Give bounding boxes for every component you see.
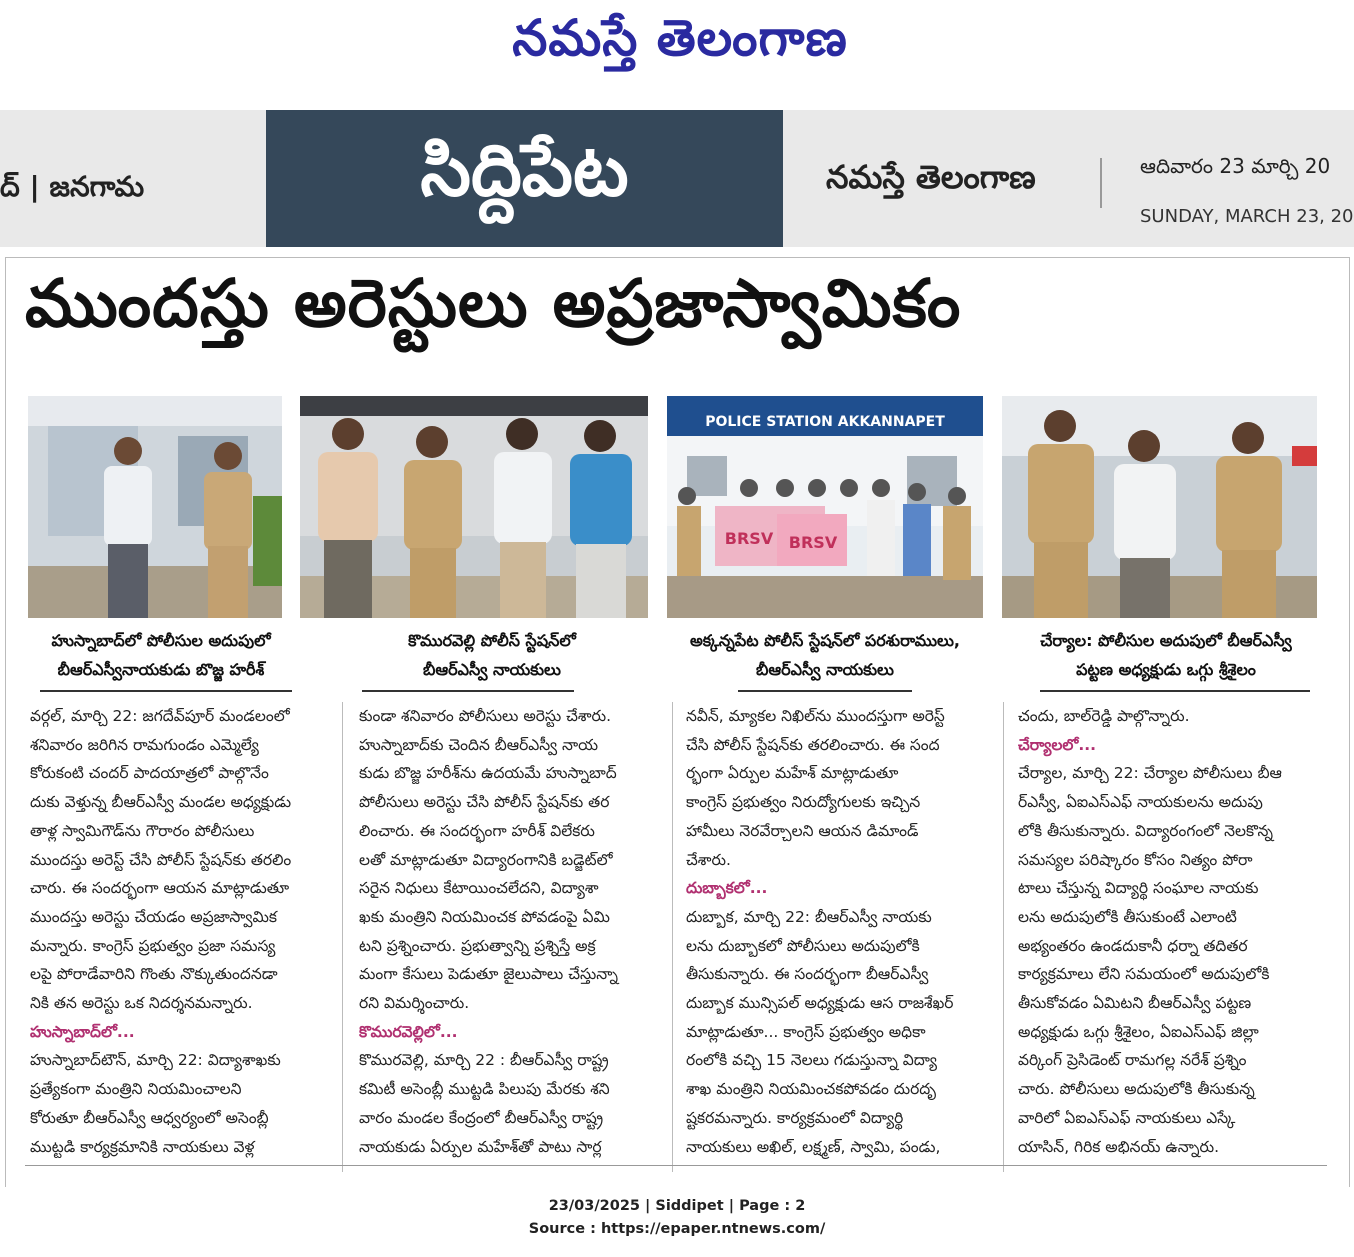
caption-line: పట్టణ అధ్యక్షుడు ఒగ్గు శ్రీశైలం	[1076, 660, 1256, 679]
caption-line: హుస్నాబాద్‌లో పోలీసుల అదుపులో	[51, 631, 271, 650]
body-line: ముట్టడి కార్యక్రమానికి నాయకులు వెళ్ల	[30, 1137, 255, 1156]
caption-rule	[738, 690, 912, 692]
caption-line: అక్కన్నపేట పోలీస్ స్టేషన్‌లో పరశురాములు,	[689, 631, 960, 650]
body-line: హుస్నాబాద్‌కు చెందిన బీఆర్‌ఎస్వీ నాయ	[359, 735, 599, 754]
newspaper-logo: నమస్తే తెలంగాణ	[512, 8, 848, 67]
article-column-3	[686, 702, 990, 1161]
body-line: మాట్లాడుతూ... కాంగ్రెస్ ప్రభుత్వం అధికా	[686, 1022, 926, 1041]
caption-line: చేర్యాల: పోలీసుల అదుపులో బీఆర్‌ఎస్వీ	[1040, 631, 1292, 650]
body-line: హుస్నాబాద్‌టౌన్, మార్చి 22: విద్యాశాఖకు	[30, 1051, 281, 1070]
body-line: ముందస్తు అరెస్టు చేయడం అప్రజాస్వామిక	[30, 907, 277, 926]
body-line: యాసిన్, గిరిక అభినయ్ ఉన్నారు.	[1018, 1137, 1220, 1156]
body-line: చారు. పోలీసులు అదుపులోకి తీసుకున్న	[1018, 1080, 1255, 1099]
body-line: ముందస్తు అరెస్ట్ చేసి పోలీస్ స్టేషన్‌కు తరలిం	[30, 850, 292, 869]
body-line: దుబ్బాక మున్సిపల్ అధ్యక్షుడు ఆస రాజశేఖర్	[686, 994, 954, 1013]
body-line: కొమురవెల్లి, మార్చి 22 : బీఆర్‌ఎస్వీ రాష్ట్ర	[359, 1051, 609, 1070]
headline: ముందస్తు అరెస్టులు అప్రజాస్వామికం	[25, 265, 962, 342]
section-title: సిద్దిపేట	[420, 128, 629, 212]
date-telugu: ఆదివారం 23 మార్చి 20	[1140, 154, 1331, 178]
body-line: కుండా శనివారం పోలీసులు అరెస్టు చేశారు.	[359, 707, 612, 725]
news-photo-1	[28, 396, 282, 618]
caption-line: కొమురవెల్లి పోలీస్ స్టేషన్‌లో	[408, 631, 576, 650]
photo-caption-2	[352, 626, 632, 684]
body-line: లను అదుపులోకి తీసుకుంటే ఎలాంటి	[1018, 907, 1237, 926]
body-line: వారిలో ఏఐఎస్‌ఎఫ్ నాయకులు ఎస్కే	[1018, 1108, 1236, 1127]
article-column-1	[30, 702, 330, 1161]
body-line: ర్‌ఎస్వీ, ఏఐఎస్‌ఎఫ్ నాయకులను అదుపు	[1018, 793, 1263, 812]
body-line: నవీన్, మ్యాకల నిఖిల్‌ను ముందస్తుగా అరెస్ట్	[686, 707, 945, 725]
subheading: హుస్నాబాద్‌లో...	[30, 1022, 135, 1041]
photo-caption-1	[28, 626, 294, 684]
news-photo-3	[667, 396, 983, 618]
body-line: మన్నారు. కాంగ్రెస్ ప్రభుత్వం ప్రజా సమస్య	[30, 936, 276, 955]
body-line: లోకి తీసుకున్నారు. విద్యారంగంలో నెలకొన్న	[1018, 821, 1274, 840]
body-line: వర్గల్, మార్చి 22: జగదేవ్‌పూర్ మండలంలో	[30, 707, 290, 725]
caption-rule	[362, 690, 574, 692]
subheading: కొమురవెల్లిలో...	[359, 1022, 458, 1041]
photo-3-banner-1: BRSV	[724, 529, 774, 548]
photo-caption-4	[1008, 626, 1324, 684]
body-line: కోరుకంటి చందర్ పాదయాత్రలో పాల్గొనేం	[30, 764, 269, 783]
body-line: హామీలు నెరవేర్చాలని ఆయన డిమాండ్	[686, 821, 919, 840]
body-line: వర్కింగ్ ప్రెసిడెంట్ రామగల్ల నరేశ్ ప్రశ్నిం	[1018, 1051, 1247, 1070]
body-line: తాళ్ల స్వామిగౌడ్‌ను గౌరారం పోలీసులు	[30, 821, 255, 840]
body-line: లతో మాట్లాడుతూ విద్యారంగానికి బడ్జెట్‌లో	[359, 850, 613, 869]
body-line: లపై పోరాడేవారిని గొంతు నొక్కుతుందనడా	[30, 965, 278, 984]
column-divider	[342, 702, 343, 1172]
photo-3-sign: POLICE STATION AKKANNAPET	[705, 414, 945, 430]
body-line: అధ్యక్షుడు ఒగ్గు శ్రీశైలం, ఏఐఎస్‌ఎఫ్ జిల్లా	[1018, 1022, 1259, 1041]
body-line: ర్భంగా ఏర్పుల మహేశ్ మాట్లాడుతూ	[686, 764, 899, 783]
caption-line: బీఆర్‌ఎస్వీ నాయకులు	[756, 660, 894, 679]
date-english: SUNDAY, MARCH 23, 20	[1140, 206, 1354, 227]
body-line: చేసి పోలీస్ స్టేషన్‌కు తరలించారు. ఈ సంద	[686, 735, 940, 754]
caption-rule	[1040, 690, 1310, 692]
body-line: లను దుబ్బాకలో పోలీసులు అదుపులోకి	[686, 936, 920, 955]
photo-3-banner-2: BRSV	[788, 533, 838, 552]
body-line: రని విమర్శించారు.	[359, 994, 470, 1013]
body-line: చందు, బాల్‌రెడ్డి పాల్గొన్నారు.	[1018, 707, 1190, 725]
body-line: సరైన నిధులు కేటాయించలేదని, విద్యాశా	[359, 879, 599, 898]
section-title-box	[266, 110, 783, 247]
body-line: సమస్యల పరిష్కారం కోసం నిత్యం పోరా	[1018, 850, 1253, 869]
news-photo-2	[300, 396, 648, 618]
body-line: తీసుకున్నారు. ఈ సందర్భంగా బీఆర్‌ఎస్వీ	[686, 965, 929, 984]
body-line: అభ్యంతరం ఉండదుకానీ ధర్నా తదితర	[1018, 936, 1248, 955]
footer-source-link[interactable]: Source : https://epaper.ntnews.com/	[528, 1221, 826, 1237]
photo-caption-3	[662, 626, 988, 684]
body-line: శాఖ మంత్రిని నియమించకపోవడం దురదృ	[686, 1080, 936, 1099]
page-footer	[0, 1195, 1354, 1241]
footer-edition: 23/03/2025 | Siddipet | Page : 2	[548, 1198, 806, 1214]
body-line: దుబ్బాక, మార్చి 22: బీఆర్‌ఎస్వీ నాయకు	[686, 907, 932, 926]
subheading: దుబ్బాకలో...	[686, 879, 768, 898]
body-line: కోరుతూ బీఆర్‌ఎస్వీ ఆధ్వర్యంలో అసెంబ్లీ	[30, 1108, 269, 1127]
body-line: నాయకులు అఖిల్, లక్ష్మణ్, స్వామి, పండు,	[686, 1137, 941, 1156]
body-line: టని ప్రశ్నించారు. ప్రభుత్వాన్ని ప్రశ్నిస్తే అక్ర	[359, 936, 596, 955]
section-band	[0, 110, 1354, 247]
body-line: చేశారు.	[686, 850, 731, 869]
body-line: చారు. ఈ సందర్భంగా ఆయన మాట్లాడుతూ	[30, 879, 290, 898]
masthead	[0, 0, 1354, 100]
body-line: టాలు చేస్తున్న విద్యార్థి సంఘాల నాయకు	[1018, 879, 1259, 898]
body-line: ప్రత్యేకంగా మంత్రిని నియమించాలని	[30, 1080, 242, 1099]
body-line: ష్టకరమన్నారు. కార్యక్రమంలో విద్యార్థి	[686, 1108, 904, 1127]
caption-line: బీఆర్‌ఎస్వీనాయకుడు బొజ్జ హరీశ్	[57, 660, 265, 679]
body-line: కార్యక్రమాలు లేని సమయంలో అదుపులోకి	[1018, 965, 1270, 984]
body-line: లించారు. ఈ సందర్భంగా హరీశ్ విలేకరు	[359, 821, 595, 840]
body-line: మంగా కేసులు పెడుతూ జైలుపాలు చేస్తున్నా	[359, 965, 619, 984]
body-line: కాంగ్రెస్ ప్రభుత్వం నిరుద్యోగులకు ఇచ్చిన	[686, 793, 921, 812]
column-divider	[1003, 702, 1004, 1172]
body-line: పోలీసులు అరెస్టు చేసి పోలీస్ స్టేషన్‌కు తర	[359, 793, 610, 812]
body-line: శనివారం జరిగిన రామగుండం ఎమ్మెల్యే	[30, 735, 259, 754]
body-line: చేర్యాల, మార్చి 22: చేర్యాల పోలీసులు బీఆ	[1018, 764, 1282, 783]
subheading: చేర్యాలలో...	[1018, 735, 1097, 754]
caption-line: బీఆర్‌ఎస్వీ నాయకులు	[423, 660, 561, 679]
body-line: కుడు బొజ్జ హరీశ్‌ను ఉదయమే హుస్నాబాద్	[359, 764, 617, 783]
news-photo-4	[1002, 396, 1317, 618]
article-column-2	[359, 702, 659, 1161]
body-line: కమిటీ అసెంబ్లీ ముట్టడి పిలుపు మేరకు శని	[359, 1080, 610, 1099]
column-divider	[672, 702, 673, 1172]
body-line: వారం మండల కేంద్రంలో బీఆర్‌ఎస్వీ రాష్ట్ర	[359, 1108, 604, 1127]
body-line: దుకు వెళ్తున్న బీఆర్‌ఎస్వీ మండల అధ్యక్షుడు	[30, 793, 292, 812]
article-column-4	[1018, 702, 1322, 1161]
bottom-rule	[25, 1165, 1327, 1166]
body-line: ఖకు మంత్రిని నియమించక పోవడంపై ఏమి	[359, 907, 610, 926]
caption-rule	[40, 690, 292, 692]
body-line: నాయకుడు ఏర్పుల మహేశ్‌తో పాటు సార్ల	[359, 1137, 602, 1156]
body-line: రంలోకి వచ్చి 15 నెలలు గడుస్తున్నా విద్యా	[686, 1051, 937, 1070]
band-left-label: ద్ | జనగామ	[0, 170, 145, 203]
band-brand: నమస్తే తెలంగాణ	[826, 158, 1036, 196]
band-divider	[1100, 158, 1102, 208]
body-line: తీసుకోవడం ఏమిటని బీఆర్‌ఎస్వీ పట్టణ	[1018, 994, 1252, 1013]
body-line: నికి తన అరెస్టు ఒక నిదర్శనమన్నారు.	[30, 994, 253, 1013]
